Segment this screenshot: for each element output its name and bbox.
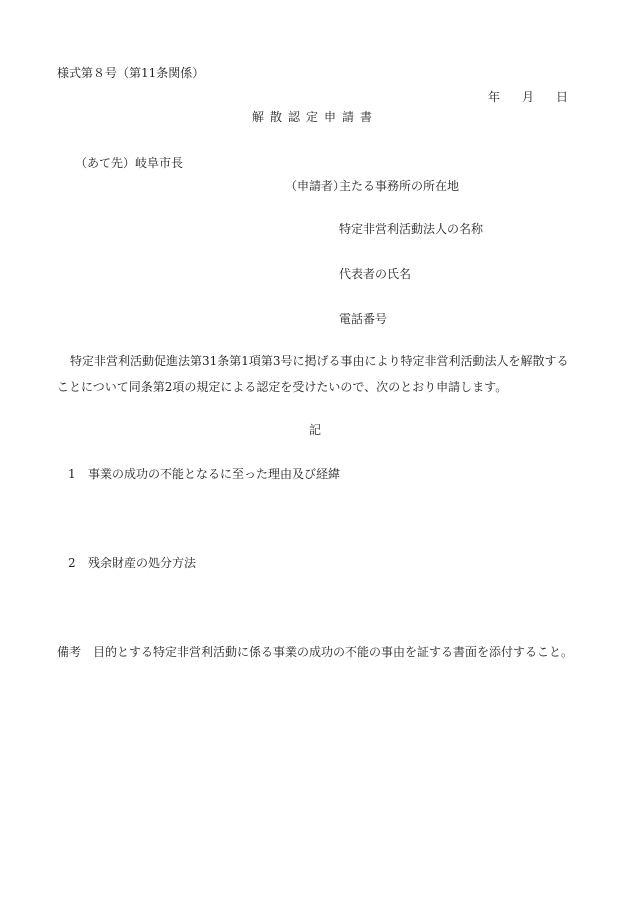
addressee: （あて先）岐阜市長 xyxy=(75,156,184,170)
ki-heading: 記 xyxy=(308,423,321,437)
item-number: 1 xyxy=(68,467,76,481)
date-month-label: 月 xyxy=(522,90,535,104)
body-paragraph-line-2: ことについて同条第2項の規定による認定を受けたいので、次のとおり申請します。 xyxy=(57,380,508,394)
remarks-text: 目的とする特定非営利活動に係る事業の成功の不能の事由を証する書面を添付すること。 xyxy=(93,645,574,659)
remarks-label: 備考 xyxy=(57,645,82,659)
field-representative-name: 代表者の氏名 xyxy=(339,267,412,281)
date-line xyxy=(488,91,568,103)
list-item xyxy=(68,468,340,480)
item-number: 2 xyxy=(68,556,76,570)
remarks xyxy=(57,646,573,658)
date-year-label: 年 xyxy=(488,90,501,104)
field-phone-number: 電話番号 xyxy=(339,312,388,326)
body-paragraph-line-1: 特定非営利活動促進法第31条第1項第3号に掲げる事由により特定非営利活動法人を解散する xyxy=(70,354,569,368)
item-text: 事業の成功の不能となるに至った理由及び経緯 xyxy=(88,467,341,481)
field-corporation-name: 特定非営利活動法人の名称 xyxy=(339,222,484,236)
form-number: 様式第８号（第11条関係） xyxy=(57,66,205,80)
field-office-address: 主たる事務所の所在地 xyxy=(339,179,460,193)
item-text: 残余財産の処分方法 xyxy=(88,556,197,570)
list-item xyxy=(68,557,196,569)
applicant-label: （申請者） xyxy=(285,179,346,193)
document-title: 解散認定申請書 xyxy=(251,110,378,124)
date-day-label: 日 xyxy=(556,90,569,104)
